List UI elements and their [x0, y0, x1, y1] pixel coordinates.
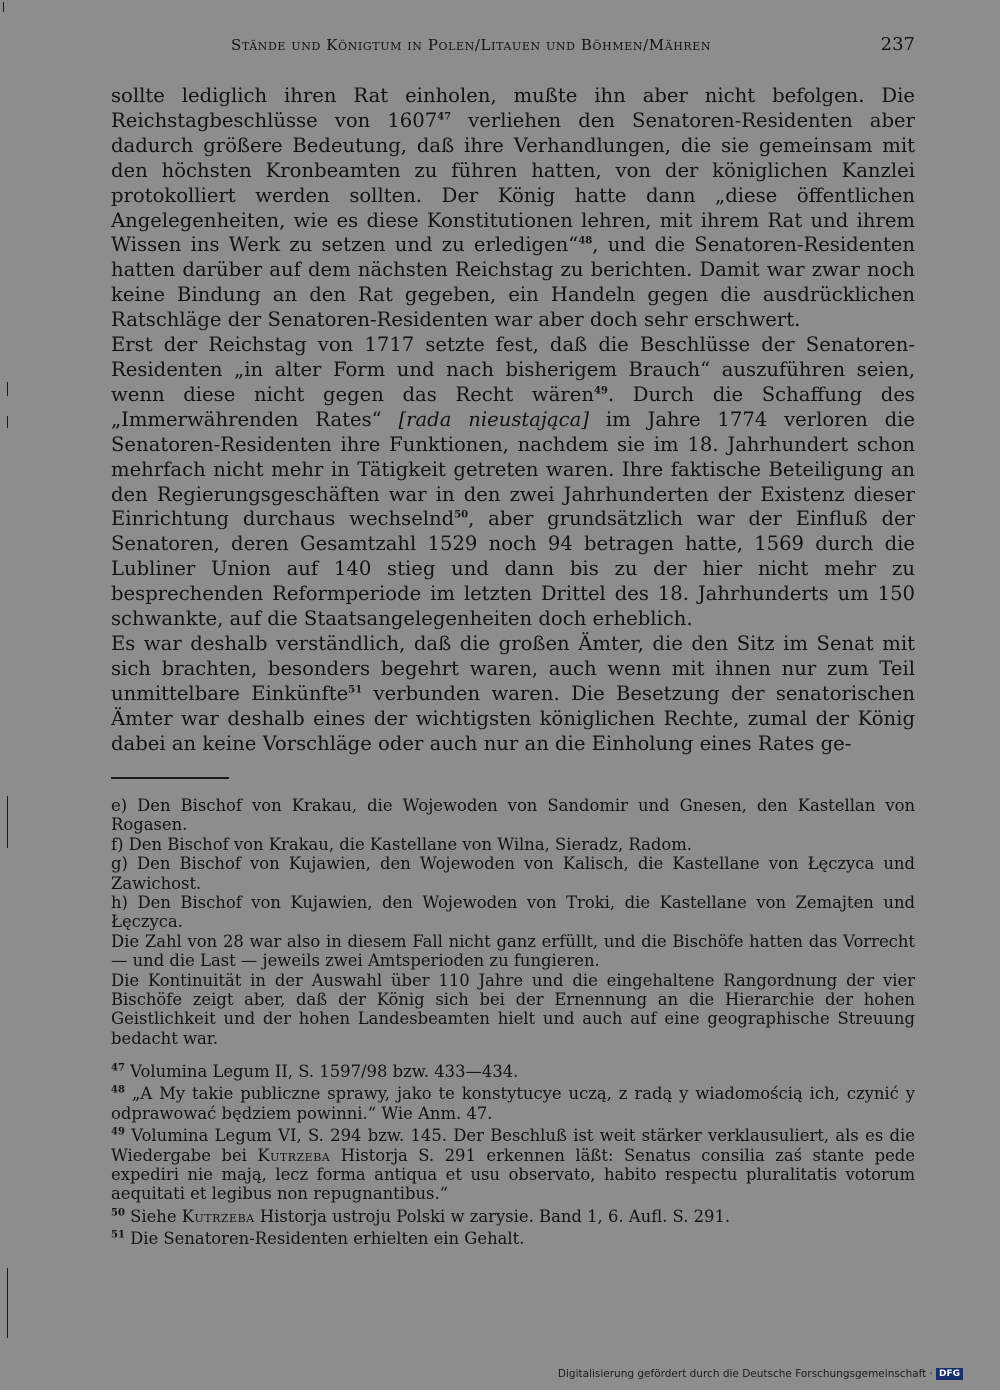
text-run: Siehe: [130, 1206, 182, 1226]
note-line: f) Den Bischof von Krakau, die Kastellane von Wilna, Sieradz, Radom.: [111, 834, 692, 854]
running-title: Stände und Königtum in Polen/Litauen und Böhmen/Mähren: [231, 36, 712, 54]
scan-mark: [3, 2, 4, 12]
text-run: „A My takie publiczne sprawy, jako te konstytucye uczą, z radą y wiadomością ich, czynić y odprawować będziem powinni.“ Wie Anm. 47.: [111, 1084, 915, 1123]
text-run: Volumina Legum VI, S. 294 bzw. 145. Der Beschluß ist weit stärker verklausuliert, als es die Wiedergabe bei: [111, 1126, 915, 1165]
footnote: [111, 1084, 915, 1123]
paragraph: [111, 632, 915, 757]
footnote-ref: 50: [454, 509, 469, 521]
footnote-ref: 51: [348, 684, 363, 696]
footnote-number: 49: [111, 1126, 125, 1138]
running-header: [111, 36, 915, 58]
digitization-credit: [558, 1368, 963, 1380]
footnote-ref: 49: [593, 385, 608, 397]
author-name: Kutrzeba: [257, 1145, 331, 1165]
scan-mark: [7, 796, 8, 848]
text-run: . Durch die Schaffung des „Immerwährenden Rates“: [111, 382, 915, 431]
italic-term: [rada nieustająca]: [398, 407, 589, 431]
note-line: Die Zahl von 28 war also in diesem Fall nicht ganz erfüllt, und die Bischöfe hatten das Vorrecht — und die Last — jeweils zwei Amtsperioden zu fungieren.: [111, 931, 915, 971]
scan-mark: [7, 416, 8, 428]
continued-notes: [111, 796, 915, 1048]
footnotes: [111, 1062, 915, 1252]
main-text: [111, 84, 915, 756]
paragraph: [111, 333, 915, 632]
text-run: Die Senatoren-Residenten erhielten ein Gehalt.: [130, 1229, 525, 1249]
scan-mark: [7, 1268, 8, 1338]
footnote-number: 47: [111, 1062, 125, 1074]
text-run: sollte lediglich ihren Rat einholen, mußte ihn aber nicht befolgen. Die Reichstagbeschlüsse von 1607: [111, 84, 915, 132]
text-run: im Jahre 1774 verloren die Senatoren-Residenten ihre Funktionen, nachdem sie im 18. Jahrhundert schon mehrfach nicht mehr in Tätigkeit getreten waren. Ihre faktische Beteiligung an den Regierungsgeschäften war in den zwei Jahrhunderten der Existenz dieser Einrichtung durchaus wechselnd: [111, 407, 915, 531]
text-run: Historja S. 291 erkennen läßt: Senatus consilia zaś stante pede expediri nie mają, lecz forma antiqua et usu observato, habito respectu pluralitatis votorum aequitati et legibus non repugnantibus.“: [111, 1145, 915, 1204]
text-run: verbunden waren. Die Besetzung der senatorischen Ämter war deshalb eines der wichtigsten königlichen Rechte, zumal der König dabei an keine Vorschläge oder auch nur an die Einholung eines Rates ge-: [111, 681, 915, 755]
footnote-number: 51: [111, 1229, 125, 1241]
dfg-logo: DFG: [936, 1368, 963, 1380]
text-run: verliehen den Senatoren-Residenten aber dadurch größere Bedeutung, daß ihre Verhandlungen, die sie gemeinsam mit den höchsten Kronbeamten zu führen hatten, von der königlichen Kanzlei protokolliert werden sollten. Der König hatte dann „diese öffentlichen Angelegenheiten, wie es diese Konstitutionen lehren, mit ihrem Rat und ihrem Wissen ins Werk zu setzen und zu erledigen“: [111, 108, 915, 257]
credit-text: Digitalisierung gefördert durch die Deutsche Forschungsgemeinschaft ·: [557, 1368, 933, 1380]
text-run: , und die Senatoren-Residenten hatten darüber auf dem nächsten Reichstag zu berichten. Damit war zwar noch keine Bindung an den Rat gegeben, ein Handeln gegen die ausdrücklichen Ratschläge der Senatoren-Residenten war aber doch sehr erschwert.: [111, 233, 916, 332]
footnote: [111, 1126, 915, 1204]
footnote: [111, 1062, 915, 1081]
author-name: Kutrzeba: [181, 1206, 255, 1226]
page-number: 237: [880, 34, 915, 55]
text-run: Es war deshalb verständlich, daß die großen Ämter, die den Sitz im Senat mit sich brachten, besonders begehrt waren, auch wenn mit ihnen nur zum Teil unmittelbare Einkünfte: [111, 631, 915, 705]
scan-mark: [7, 382, 8, 396]
text-run: Volumina Legum II, S. 1597/98 bzw. 433—434.: [130, 1062, 519, 1081]
note-line: g) Den Bischof von Kujawien, den Wojewoden von Kalisch, die Kastellane von Łęczyca und Zawichost.: [111, 854, 915, 893]
footnote-ref: 47: [437, 111, 452, 123]
note-line: h) Den Bischof von Kujawien, den Wojewoden von Troki, die Kastellane von Zemajten und Łęczyca.: [111, 893, 915, 932]
note-line: Die Kontinuität in der Auswahl über 110 Jahre und die eingehaltene Rangordnung der vier Bischöfe zeigt aber, daß der König sich bei der Ernennung an die Hierarchie der hohen Geistlichkeit und der hohen Landesbeamten hielt und auch auf eine geographische Streuung bedacht war.: [111, 970, 915, 1048]
footnote-number: 50: [111, 1207, 125, 1219]
text-run: Historja ustroju Polski w zarysie. Band 1, 6. Aufl. S. 291.: [254, 1206, 731, 1226]
footnote-rule: [111, 777, 229, 779]
footnote: [111, 1229, 915, 1248]
footnote-number: 48: [111, 1084, 125, 1096]
note-line: e) Den Bischof von Krakau, die Wojewoden von Sandomir und Gnesen, den Kastellan von Rogasen.: [111, 796, 915, 835]
paragraph: [111, 84, 915, 333]
text-run: Erst der Reichstag von 1717 setzte fest, daß die Beschlüsse der Senatoren-Residenten „in alter Form und nach bisherigem Brauch“ auszuführen seien, wenn diese nicht gegen das Recht wären: [111, 333, 915, 406]
footnote: [111, 1207, 915, 1226]
footnote-ref: 48: [578, 235, 593, 247]
text-run: , aber grundsätzlich war der Einfluß der Senatoren, deren Gesamtzahl 1529 noch 94 betragen hatte, 1569 durch die Lubliner Union auf 140 stieg und dann bis zu der hier nicht mehr zu besprechenden Reformperiode im letzten Drittel des 18. Jahrhunderts um 150 schwankte, auf die Staatsangelegenheiten doch erheblich.: [111, 507, 915, 631]
